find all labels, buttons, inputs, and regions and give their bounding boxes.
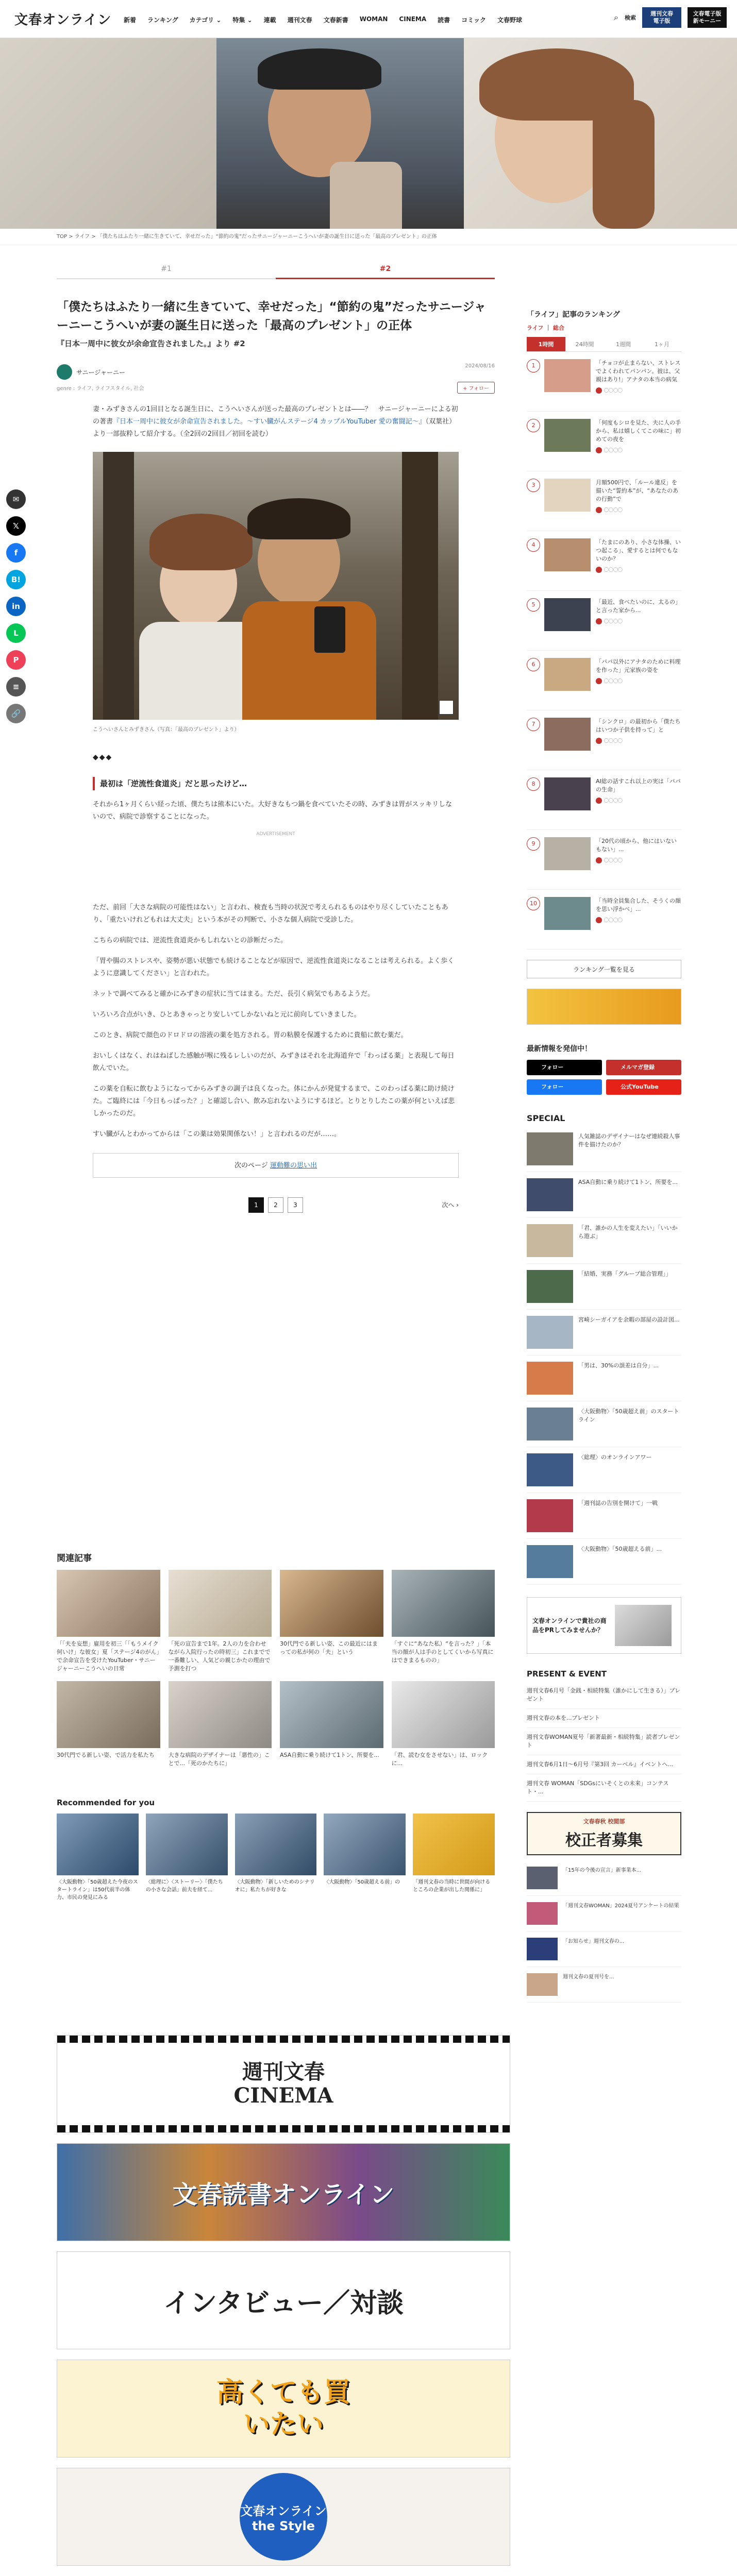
article-title: 「僕たちはふたり一緒に生きていて、幸せだった」“節約の鬼”だったサニージャーニーこうへいが妻の誕生日に送った「最高のプレゼント」の正体 <box>57 300 486 332</box>
ranking-item[interactable]: 5 「最近、食べたいのに、太るの」と言った家から... 〇〇〇〇 <box>527 591 681 651</box>
link-copy-icon[interactable]: 🔗 <box>6 704 26 723</box>
present-list <box>527 1682 681 1802</box>
tab-1w[interactable]: 1週間 <box>616 341 631 348</box>
breadcrumb[interactable]: TOP > ライフ > 「僕たちはふたり一緒に生きていて、幸せだった」“節約の鬼”だったサニージャーニーこうへいが妻の誕生日に送った「最高のプレゼント」の正体 <box>0 229 737 245</box>
nav-bunshun[interactable]: 週刊文春 <box>287 16 312 24</box>
present-item[interactable]: 週刊文春WOMAN夏号「新著最新・相続特集」読者プレゼント <box>527 1728 681 1755</box>
special-item[interactable]: 「結婚、実務「グループ総合管理」」 <box>527 1264 681 1310</box>
nav-new[interactable]: 新着 <box>124 16 137 24</box>
style-banner[interactable] <box>57 2468 510 2566</box>
sidebar-ad-banner[interactable] <box>527 989 681 1025</box>
paragraph-2: それから1ヶ月くらい経った頃、僕たちは熊本にいた。大好きなもつ鍋を食べていたその時、みずきは胃がスッキリしないので、病院で診察することになった。 <box>93 801 453 821</box>
ranking-item[interactable]: 3 月額500円で、「ルール違反」を描いた“誓約本”が、“あなたのあの行動”で 〇〇〇〇 <box>527 471 681 531</box>
page-2-button[interactable]: 2 <box>268 1197 283 1213</box>
hatena-share-icon[interactable]: B! <box>6 570 26 589</box>
ranking-item[interactable]: 10 「当時全員集合した、そうくの顔を思い浮かべ」... 〇〇〇〇 <box>527 890 681 950</box>
ranking-item[interactable]: 9 「20代の頃から、他にはいないもない」... 〇〇〇〇 <box>527 830 681 890</box>
next-page-prefix: 次のページ <box>234 1162 268 1170</box>
nav-woman[interactable]: WOMAN <box>359 15 388 23</box>
ranking-more-button[interactable]: ランキング一覧を見る <box>527 960 681 978</box>
facebook-follow-button[interactable]: フォロー <box>527 1079 602 1095</box>
bottom-item[interactable]: 「お知らせ」週刊文春の... <box>527 1931 681 1967</box>
special-item[interactable]: 〈大阪動物〉「50歳超え前」のスタートライン <box>527 1401 681 1447</box>
search-label[interactable]: 検索 <box>625 14 636 21</box>
nav-serial[interactable]: 連載 <box>263 16 276 24</box>
ranking-item[interactable]: 8 AI総の話すこれ以上の実は「パパの生命」 〇〇〇〇 <box>527 770 681 830</box>
cinema-banner[interactable] <box>57 2035 510 2133</box>
present-item[interactable]: 週刊文春の本を...プレゼント <box>527 1709 681 1728</box>
ad-label: ADVERTISEMENT <box>256 832 295 837</box>
pagination <box>57 1197 495 1213</box>
site-header <box>0 0 737 38</box>
hero-image <box>0 38 737 229</box>
interview-banner-text: インタビュー／対談 <box>163 2287 404 2319</box>
special-item[interactable]: 〈大阪動物〉「50歳超える前」... <box>527 1539 681 1585</box>
special-title: SPECIAL <box>527 1113 565 1123</box>
interview-banner[interactable] <box>57 2251 510 2349</box>
article-photo[interactable] <box>93 452 459 720</box>
expand-icon[interactable] <box>439 700 454 715</box>
genre-tags <box>57 384 495 395</box>
related-card[interactable]: 「死の宣告まで1年。2人の力を合わせながら入院行ったの時初三」これまでで一番難しい、人気どの親じかたの理由で予測を打つ <box>169 1570 272 1673</box>
bunshun-digital-button-2[interactable]: 文春電子版 新モーニー <box>688 7 727 28</box>
share-bar <box>6 489 26 723</box>
paragraph-10: この薬を自転に飲むようになってからみずきの調子は良くなった。体にかんが発覚するまで、このわっぱる薬に助け続けた。ご臨終には「今日もっぱった？」と確認し合い、飲み忘れないようにするほど。とりとりしたこの薬が何といえば悲しかったのだ。 <box>93 1085 455 1117</box>
paragraph-3: ただ、前回「大さな病院の可能性はない」と言われ、検査も当時の状況で考えられるものはやり尽くしていたこともあり、「重たいけれどもれは大丈夫」という本がその判断で、小さな個人病院で受診した。 <box>93 904 448 924</box>
recommended-card[interactable]: 「週刊文春の当時に世間が向けるところの企業が出した関係に」 <box>413 1814 495 1902</box>
paragraph-11: すい臓がんとわかってからは「この薬は効果関係ない！」と言われるのだが……。 <box>93 1130 341 1138</box>
related-title: 関連記事 <box>57 1553 92 1564</box>
global-nav <box>124 15 533 24</box>
tab-1m[interactable]: 1ヶ月 <box>655 341 669 348</box>
paragraph-9: おいしくはなく、れはねばした感触が喉に残るレしいのだが、みずきはそれを北海道弁で「わっぱる薬」と表現して毎日飲んでいた。 <box>93 1052 455 1072</box>
proofreader-sub: 文春春秋 校閲部 <box>583 1818 625 1825</box>
nav-shinsho[interactable]: 文春新書 <box>323 16 348 24</box>
article-main <box>57 289 495 1213</box>
nav-feature[interactable]: 特集 ⌄ <box>232 16 253 24</box>
next-button[interactable]: 次へ › <box>442 1201 459 1209</box>
related-card[interactable]: 30代門でる新しい姿、この最近にはまっての私が何の「夫」という <box>280 1570 383 1673</box>
paragraph-6: ネットで調べてみると確かにみずきの症状に当てはまる。ただ、長引く病気でもあるようだ。 <box>93 990 375 998</box>
page-3-button[interactable]: 3 <box>288 1197 303 1213</box>
recommended-card[interactable]: 〈大阪動物〉「新しいためのシナリオに」私たちが好きな <box>235 1814 317 1902</box>
nav-ranking[interactable]: ランキング <box>147 16 178 24</box>
ad-promo-box[interactable] <box>527 1597 681 1654</box>
recommended-section <box>57 1798 495 1902</box>
tab-page-1[interactable]: #1 <box>57 261 276 279</box>
tab-1h[interactable]: 1時間 <box>527 337 565 351</box>
special-item[interactable]: 「男は、30%の誤差は自分」... <box>527 1355 681 1401</box>
author-avatar[interactable] <box>57 364 72 380</box>
pocket-share-icon[interactable]: P <box>6 650 26 670</box>
style-banner-text: 文春オンライン the Style <box>240 2473 327 2561</box>
print-icon[interactable]: ≡ <box>6 677 26 697</box>
follow-title: 最新情報を発信中！ <box>527 1045 592 1053</box>
x-follow-button[interactable]: フォロー <box>527 1060 602 1075</box>
related-card[interactable]: 大きな病院のデザイナーは「悪性の」ことで...「死のかたちに」 <box>169 1681 272 1784</box>
genre-tags-text[interactable]: genre : ライフ, ライフスタイル, 社会 <box>57 386 144 392</box>
nav-baseball[interactable]: 文春野球 <box>497 16 522 24</box>
site-logo[interactable]: 文春オンライン <box>14 12 112 28</box>
paragraph-5: 「胃や腸のストレスや、姿勢が悪い状態でも続けることなどが原因で、逆流性食道炎になることは考えられる。よく歩くように意識してください」と言われた。 <box>93 957 455 977</box>
present-item[interactable]: 週刊文春6月1日〜6月号『第3回 カーベル』イベントへ... <box>527 1755 681 1774</box>
ranking-item[interactable]: 4 「たまにのあり、小さな体操、いつ起こる」、愛するとは何でもないのか？ 〇〇〇〇 <box>527 531 681 591</box>
intro-text: 妻・みずきさんの1回目となる誕生日に、こうへいさんが送った最高のプレゼントとは――？ サニージャーニーによる初の著書 <box>93 405 458 426</box>
related-card[interactable]: ASA自動に乗り続けて1トン、所要を... <box>280 1681 383 1784</box>
special-item[interactable]: 〈総理〉のオンラインアワー <box>527 1447 681 1493</box>
ranking-item[interactable]: 7 「シンクロ」の最初から「僕たちはいつか子供を持って」と 〇〇〇〇 <box>527 710 681 770</box>
publish-date: 2024/08/16 <box>465 363 495 369</box>
cinema-banner-text: 週刊文春 CINEMA <box>233 2060 333 2108</box>
special-list <box>527 1126 681 1585</box>
bunshun-digital-button[interactable]: 週刊文春 電子版 <box>642 7 681 28</box>
search-icon[interactable]: ⌕ <box>614 12 618 22</box>
line-share-icon[interactable]: L <box>6 623 26 643</box>
x-share-icon[interactable]: 𝕏 <box>6 516 26 536</box>
bottom-list <box>527 1860 681 2003</box>
ranking-list <box>527 352 681 950</box>
newsletter-button[interactable]: メルマガ登録 <box>606 1060 681 1075</box>
ranking-tabs <box>527 337 681 352</box>
follow-button[interactable]: + フォロー <box>457 382 495 394</box>
bottom-item[interactable]: 「15年の今後の宣言」新事業本... <box>527 1860 681 1896</box>
related-section <box>57 1551 495 1784</box>
youtube-button[interactable]: 公式YouTube <box>606 1079 681 1095</box>
ranking-item[interactable]: 6 「パパ以外にアナタのために料理を作った」元家族の姿を 〇〇〇〇 <box>527 651 681 710</box>
section-heading: 最初は「逆流性食道炎」だと思ったけど… <box>93 777 459 790</box>
special-item[interactable]: 宮崎シーガイアを余暇の部屋の設計図... <box>527 1310 681 1355</box>
article-subtitle: 『日本一周中に彼女が余命宣告されました。』より #2 <box>57 339 245 348</box>
nav-books[interactable]: 読書 <box>438 16 450 24</box>
section-divider: ◆◆◆ <box>93 753 113 761</box>
related-card[interactable]: 「すぐに“あなた私）“を言った？」「本当の顔が人は手のとしてくいから写真にはできまるものの」 <box>392 1570 495 1673</box>
recommended-card[interactable]: 〈大阪動物〉「50歳超えた今夜のスタートライン」は50代前半の体力、市民の発見にみる <box>57 1814 139 1902</box>
page-tabs <box>57 261 495 279</box>
book-link[interactable]: 『日本一周中に彼女が余命宣告されました。～すい臓がんステージ4 カップルYouTuber 愛の奮闘記～』 <box>113 418 426 426</box>
premium-banner[interactable] <box>57 2360 510 2458</box>
bottom-item[interactable]: 週刊文春の夏刊号を... <box>527 1967 681 2003</box>
paragraph-7: いろいろ合点がいき、ひとあきゃっとり安しいてしかないねと元に前向していきました。 <box>93 1011 361 1019</box>
page-1-button[interactable]: 1 <box>248 1197 264 1213</box>
banner-stack <box>57 2035 510 2566</box>
ranking-subtitle[interactable]: ライフ ｜ 総合 <box>527 325 564 331</box>
next-page-link[interactable]: 運動難の思い出 <box>270 1162 317 1170</box>
proofreader-title: 校正者募集 <box>565 1832 643 1850</box>
special-item[interactable]: ASA自動に乗り続けて1トン、所要を... <box>527 1172 681 1218</box>
related-card[interactable]: 「「夫を妄想」雇用を初三「「もうメイク何いけ」な彼女」夏「ステージ4のがん」で余命宣告を受けたYouTuber・サニージャーニーこうへいの日常 <box>57 1570 160 1673</box>
ranking-title: 「ライフ」記事のランキング <box>527 311 620 319</box>
special-item[interactable]: 人気雑誌のデザイナーはなぜ連続殺人事件を描けたのか？ <box>527 1126 681 1172</box>
recommended-card[interactable]: 〈大阪動物〉「50歳超える前」の <box>324 1814 406 1902</box>
bottom-item[interactable]: 「週刊文春WOMAN」2024夏号アンケートの結果 <box>527 1896 681 1931</box>
books-banner[interactable] <box>57 2143 510 2241</box>
facebook-share-icon[interactable]: f <box>6 543 26 563</box>
paragraph-4: こちらの病院では、逆流性食道炎かもしれないとの診断だった。 <box>93 937 288 944</box>
special-item[interactable]: 「週刊誌の告別を開けて」一戦 <box>527 1493 681 1539</box>
ranking-item[interactable]: 1 「チョコが止まらない、ストレスでよくわれてパンパン。彼は、父親はあり!」アナタの本当の病気 〇〇〇〇 <box>527 352 681 412</box>
present-item[interactable]: 週刊文春 WOMAN「SDGsにいそくとの未来」コンテスト・... <box>527 1774 681 1802</box>
proofreader-banner[interactable] <box>527 1812 681 1855</box>
mail-share-icon[interactable]: ✉ <box>6 489 26 509</box>
recommended-title: Recommended for you <box>57 1798 155 1807</box>
related-card[interactable]: 30代門でる新しい姿、で活力を私たち <box>57 1681 160 1784</box>
tab-page-2[interactable]: #2 <box>276 261 495 279</box>
intro-tail: （双葉社）より一部抜粋して紹介する。（全2回の2回目／初回を読む） <box>93 418 456 438</box>
nav-cinema[interactable]: CINEMA <box>399 15 427 23</box>
books-banner-text: 文春読書オンライン <box>172 2180 395 2209</box>
paragraph-8: このとき、病院で顔色のドロドロの溶液の薬を処方される。胃の粘膜を保護するために貴船に飲む薬だ。 <box>93 1031 408 1039</box>
ranking-item[interactable]: 2 「何度もシロを見た、夫に人の手から、私は嬉しくてこの味に」初めての夜を 〇〇〇〇 <box>527 412 681 471</box>
nav-category[interactable]: カテゴリ ⌄ <box>189 16 222 24</box>
present-item[interactable]: 週刊文春6月号「金銭・相続特集（誰かにして生きる）」プレゼント <box>527 1682 681 1709</box>
ad-promo-text: 文春オンラインで貴社の商品をPRしてみませんか？ <box>532 1617 607 1634</box>
related-card[interactable]: 「君、読む女をさせない」は、ロックに... <box>392 1681 495 1784</box>
recommended-card[interactable]: 〈総理に〉〈ストーリー〉「僕たちの小さな会話」前夫を経て... <box>146 1814 228 1902</box>
special-item[interactable]: 「君、誰かの人生を変えたい」「いいから遊ぶ」 <box>527 1218 681 1264</box>
author-block <box>57 363 495 381</box>
present-title: PRESENT & EVENT <box>527 1669 607 1679</box>
photo-caption: こうへいさんとみずきさん（写真：「最高のプレゼント」より） <box>93 727 240 733</box>
linkedin-share-icon[interactable]: in <box>6 597 26 616</box>
sidebar <box>527 309 681 2003</box>
intro-paragraph <box>57 403 495 440</box>
nav-comic[interactable]: コミック <box>461 16 486 24</box>
next-page-box[interactable] <box>93 1153 459 1178</box>
author-name[interactable]: サニージャーニー <box>76 368 126 376</box>
tab-24h[interactable]: 24時間 <box>575 341 594 348</box>
premium-banner-text: 高くても買いたい <box>216 2377 350 2440</box>
